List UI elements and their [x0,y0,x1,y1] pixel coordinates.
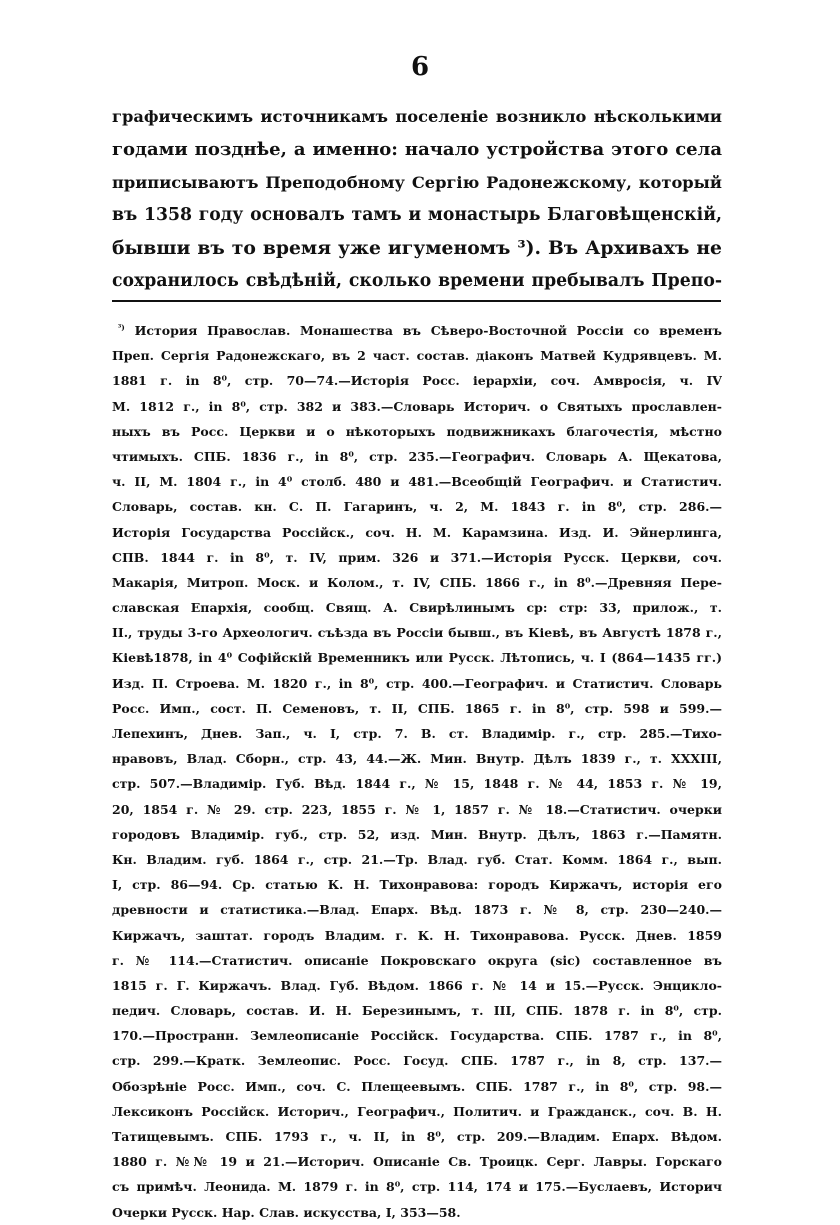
body-line: годами позднѣе, а именно: начало устройства этого села [112,139,722,160]
main-text [112,100,722,298]
footnote-line: Изд. П. Строева. М. 1820 г., in 8⁰, стр. 400.—Географич. и Статистич. Словарь [112,675,722,691]
footnote-line: Татищевымъ. СПБ. 1793 г., ч. II, in 8⁰, стр. 209.—Владим. Епарх. Вѣдом. [112,1129,722,1144]
footnote-line: Очерки Русск. Нар. Слав. искусства, I, 353—58. [112,1204,461,1220]
body-line: сохранилось свѣдѣній, сколько времени пребывалъ Препо- [112,271,722,291]
footnote-line: 1880 г. №№ 19 и 21.—Историч. Описаніе Св. Троицк. Серг. Лавры. Горскаго [112,1154,722,1170]
footnote-line: чтимыхъ. СПБ. 1836 г., in 8⁰, стр. 235.—Географич. Словарь А. Щекатова, [112,448,722,464]
footnote-line: г. № 114.—Статистич. описаніе Покровскаго округа (sic) составленное въ [112,952,722,968]
footnote-line: нравовъ, Влад. Сборн., стр. 43, 44.—Ж. Мин. Внутр. Дѣлъ 1839 г., т. XXXIII, [112,751,722,767]
footnote-line: славская Епархія, сообщ. Свящ. А. Свирѣлинымъ ср: стр: 33, прилож., т. [112,600,722,616]
footnote-line: Словарь, состав. кн. С. П. Гагаринъ, ч. 2, М. 1843 г. in 8⁰, стр. 286.— [112,499,722,515]
footnote-line: 1815 г. Г. Киржачъ. Влад. Губ. Вѣдом. 1866 г. № 14 и 15.—Русск. Энцикло- [112,977,722,993]
body-line: бывши въ то время уже игуменомъ ³). Въ Архивахъ не [112,237,722,259]
footnote-line: Кіевѣ1878, in 4⁰ Софійскій Временникъ или Русск. Лѣтопись, ч. I (864—1435 гг.) [112,650,722,666]
footnote-line: Кн. Владим. губ. 1864 г., стр. 21.—Тр. Влад. губ. Стат. Комм. 1864 г., вып. [112,851,722,867]
footnote-line: СПВ. 1844 г. in 8⁰, т. IV, прим. 326 и 371.—Исторія Русск. Церкви, соч. [112,549,722,565]
footnote-line: Макарія, Митроп. Моск. и Колом., т. IV, СПБ. 1866 г., in 8⁰.—Древняя Пере- [112,574,722,590]
footnote-line: Лепехинъ, Днев. Зап., ч. I, стр. 7. В. ст. Владимір. г., стр. 285.—Тихо- [112,726,722,741]
body-line: приписываютъ Преподобному Сергію Радонежскому, который [112,173,722,192]
footnote-line: педич. Словарь, состав. И. Н. Березинымъ, т. III, СПБ. 1878 г. in 8⁰, стр. [112,1003,722,1019]
footnote-line: стр. 299.—Кратк. Землеопис. Росс. Госуд. СПБ. 1787 г., in 8, стр. 137.— [112,1053,722,1069]
footnote-marker: ³) [118,322,125,332]
footnote-line: Исторія Государства Россійск., соч. Н. М. Карамзина. Изд. И. Эйнерлинга, [112,524,722,540]
body-line: въ 1358 году основалъ тамъ и монастырь Благовѣщенскій, [112,205,722,225]
footnote-line: ч. II, М. 1804 г., in 4⁰ столб. 480 и 481.—Всеобщій Географич. и Статистич. [112,474,722,490]
footnote-line: Преп. Сергія Радонежскаго, въ 2 част. состав. діаконъ Матвей Кудрявцевъ. М. [112,348,722,364]
footnote-line: II., труды 3-го Археологич. съѣзда въ Россіи бывш., въ Кіевѣ, въ Августѣ 1878 г., [112,625,722,641]
footnote-line: Киржачъ, заштат. городъ Владим. г. К. Н. Тихонравова. Русск. Днев. 1859 [112,927,722,943]
footnote-line: городовъ Владимір. губ., стр. 52, изд. Мин. Внутр. Дѣлъ, 1863 г.—Памятн. [112,826,722,842]
footnote [112,318,722,1225]
footnote-divider [112,300,721,302]
footnote-line: 1881 г. in 8⁰, стр. 70—74.—Исторія Росс. іерархіи, соч. Амвросія, ч. IV [112,373,722,389]
footnote-line: съ примѣч. Леонида. М. 1879 г. in 8⁰, стр. 114, 174 и 175.—Буслаевъ, Историч [112,1179,722,1195]
footnote-line: М. 1812 г., in 8⁰, стр. 382 и 383.—Словарь Историч. о Святыхъ прославлен- [112,398,722,414]
footnote-first-line [112,318,722,343]
body-line: графическимъ источникамъ поселеніе возникло нѣсколькими [112,107,722,126]
footnote-line: 20, 1854 г. № 29. стр. 223, 1855 г. № 1, 1857 г. № 18.—Статистич. очерки [112,801,722,817]
footnote-line: древности и статистика.—Влад. Епарх. Вѣд. 1873 г. № 8, стр. 230—240.— [112,902,722,918]
footnote-line: 170.—Пространн. Землеописаніе Россійск. Государства. СПБ. 1787 г., in 8⁰, [112,1028,722,1044]
footnote-line: ныхъ въ Росс. Церкви и о нѣкоторыхъ подвижникахъ благочестія, мѣстно [112,423,722,439]
footnote-line: Росс. Имп., сост. П. Семеновъ, т. II, СПБ. 1865 г. in 8⁰, стр. 598 и 599.— [112,700,722,716]
footnote-line: I, стр. 86—94. Ср. статью К. Н. Тихонравова: городъ Киржачъ, исторія его [112,877,722,893]
page-number: 6 [410,52,430,82]
footnote-line: История Православ. Монашества въ Сѣверо-Восточной Россіи со временъ [134,323,722,338]
footnote-line: Обозрѣніе Росс. Имп., соч. С. Плещеевымъ. СПБ. 1787 г., in 8⁰, стр. 98.— [112,1078,722,1094]
footnote-line: стр. 507.—Владимір. Губ. Вѣд. 1844 г., № 15, 1848 г. № 44, 1853 г. № 19, [112,776,722,792]
footnote-line: Лексиконъ Россійск. Историч., Географич., Политич. и Гражданск., соч. В. Н. [112,1103,722,1119]
